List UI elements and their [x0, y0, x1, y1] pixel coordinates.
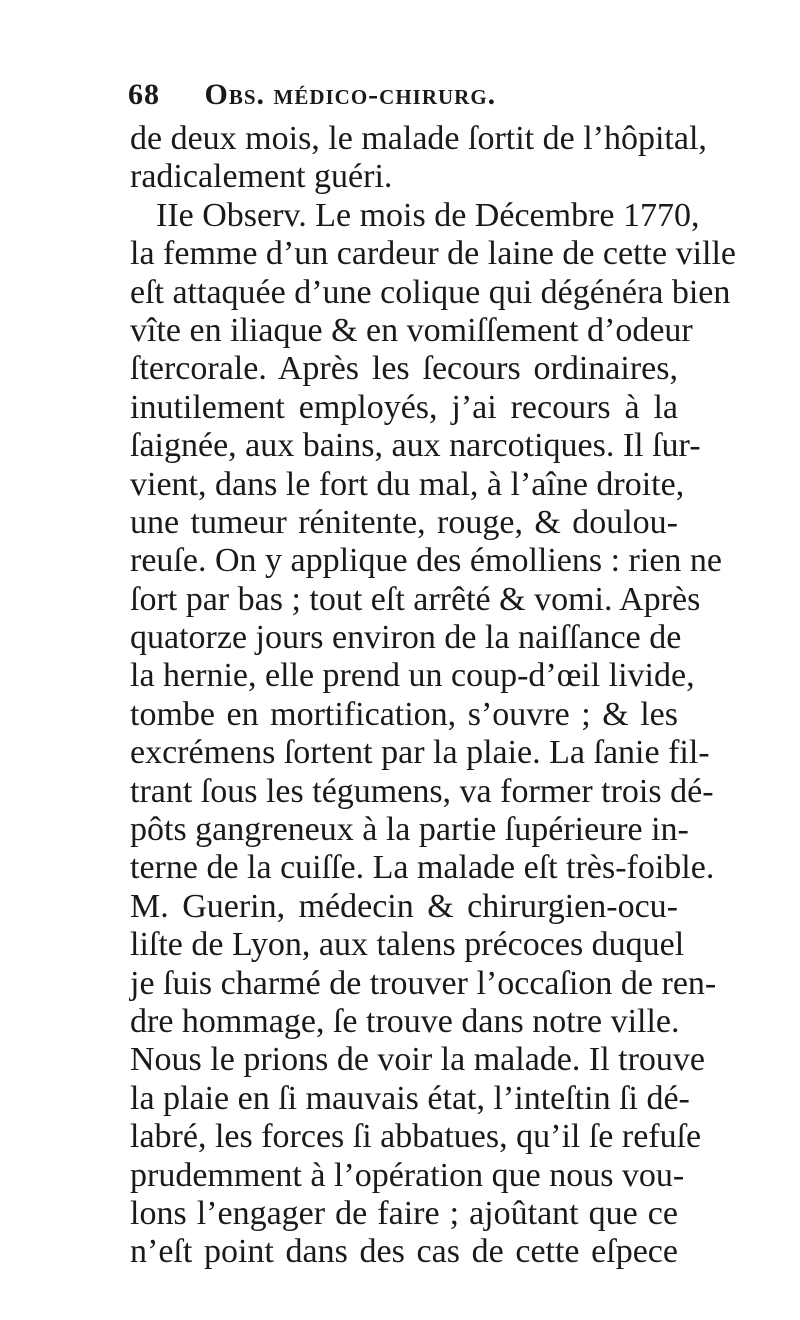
- text-line: excrémens ſortent par la plaie. La ſanie fil-: [130, 734, 710, 772]
- text-line: prudemment à l’opération que nous vou-: [130, 1156, 685, 1194]
- running-title: Obs. médico-chirurg.: [204, 78, 497, 111]
- page-header: [128, 78, 688, 118]
- text-line: eſt attaquée d’une colique qui dégénéra bien: [130, 273, 731, 311]
- text-line: vîte en iliaque & en vomiſſement d’odeur: [130, 311, 693, 349]
- text-line: Nous le prions de voir la malade. Il trouve: [130, 1041, 706, 1079]
- text-line: pôts gangreneux à la partie ſupérieure in-: [130, 811, 689, 849]
- text-line: la hernie, elle prend un coup-d’œil livide,: [130, 657, 695, 695]
- text-line: M. Guerin, médecin & chirurgien-ocu-: [130, 887, 678, 925]
- text-line: n’eſt point dans des cas de cette eſpece: [130, 1233, 678, 1271]
- text-line: trant ſous les tégumens, va former trois dé-: [130, 772, 714, 810]
- text-line: inutilement employés, j’ai recours à la: [130, 388, 678, 426]
- text-line: radicalement guéri.: [130, 158, 393, 196]
- text-line: labré, les forces ſi abbatues, qu’il ſe refuſe: [130, 1118, 702, 1156]
- text-line: quatorze jours environ de la naiſſance de: [130, 619, 682, 657]
- text-line: tombe en mortification, s’ouvre ; & les: [130, 695, 678, 733]
- text-line: lons l’engager de faire ; ajoûtant que ce: [130, 1194, 678, 1232]
- text-line: la femme d’un cardeur de laine de cette ville: [130, 235, 737, 273]
- text-line: de deux mois, le malade ſortit de l’hôpital,: [130, 120, 707, 157]
- text-line: ſtercorale. Après les ſecours ordinaires,: [130, 350, 678, 388]
- text-line: liſte de Lyon, aux talens précoces duquel: [130, 926, 685, 964]
- text-line: reuſe. On y applique des émolliens : rien ne: [130, 542, 722, 580]
- text-line: ſort par bas ; tout eſt arrêté & vomi. Après: [130, 580, 701, 618]
- text-line: la plaie en ſi mauvais état, l’inteſtin ſi dé-: [130, 1079, 690, 1117]
- body-text: [130, 120, 737, 1272]
- text-line: terne de la cuiſſe. La malade eſt très-foible.: [130, 849, 715, 887]
- text-line: je ſuis charmé de trouver l’occaſion de ren-: [130, 964, 717, 1002]
- text-line: IIe Observ. Le mois de Décembre 1770,: [156, 196, 700, 234]
- text-line: vient, dans le fort du mal, à l’aîne droite,: [130, 465, 685, 503]
- text-line: ſaignée, aux bains, aux narcotiques. Il ſur-: [130, 427, 701, 465]
- page-number: 68: [128, 78, 160, 111]
- text-line: une tumeur rénitente, rouge, & doulou-: [130, 503, 678, 541]
- text-line: dre hommage, ſe trouve dans notre ville.: [130, 1002, 680, 1040]
